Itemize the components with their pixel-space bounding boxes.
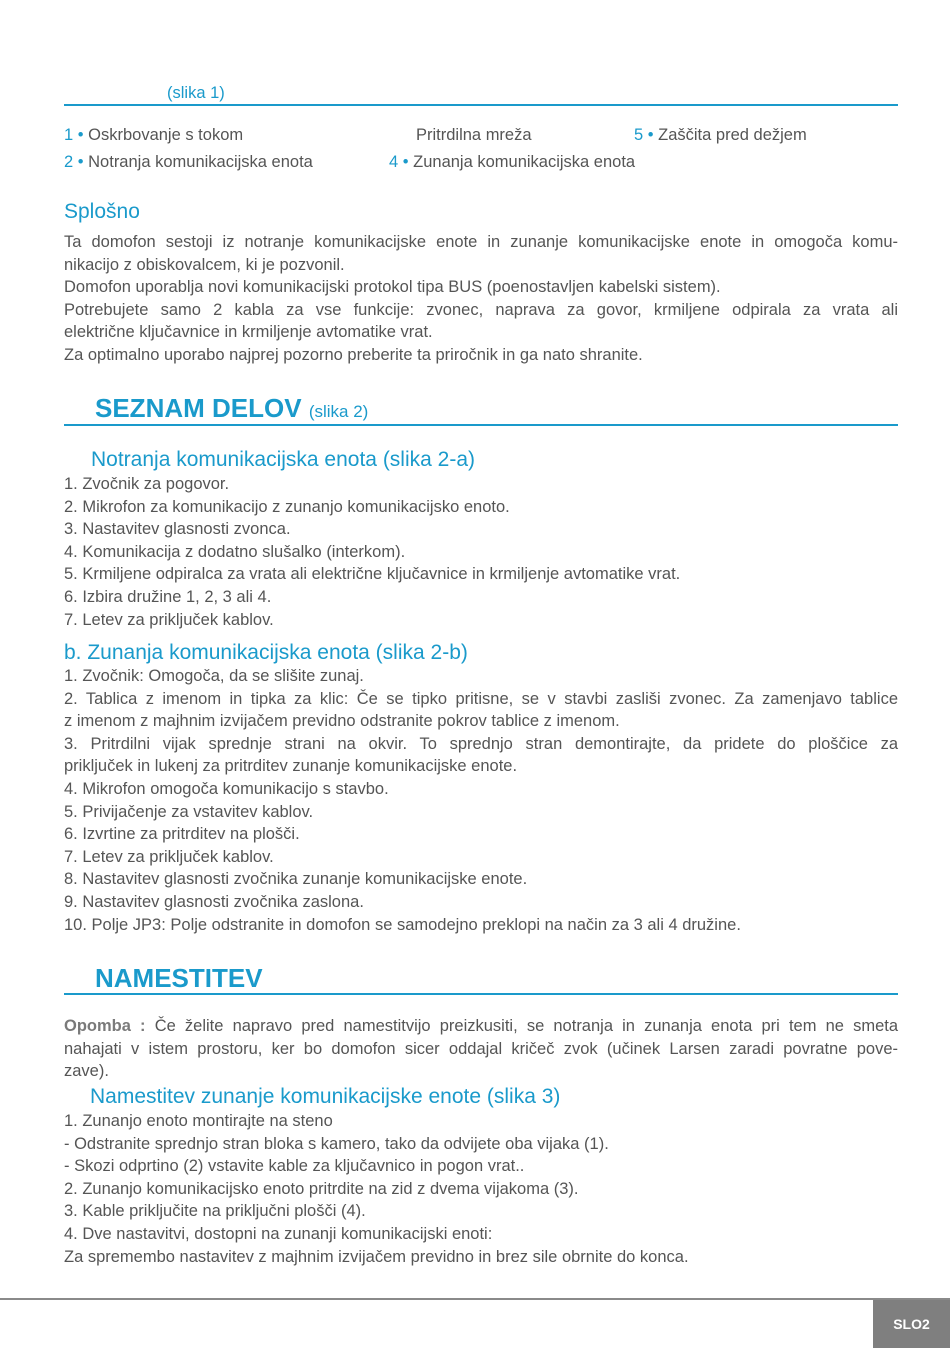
legend-item-4 [389, 153, 635, 172]
list-item: 6. Izbira družine 1, 2, 3 ali 4. [64, 587, 272, 606]
install-heading: NAMESTITEV [95, 963, 263, 993]
list-item: priključek in lukenj za pritrditev zunanje komunikacijske enote. [64, 757, 518, 776]
legend-item-3 [416, 126, 532, 145]
list-item: 9. Nastavitev glasnosti zvočnika zaslona. [64, 892, 364, 911]
install-sub-heading: Namestitev zunanje komunikacijske enote (slika 3) [90, 1085, 561, 1108]
list-item: 10. Polje JP3: Polje odstranite in domofon se samodejno preklopi na način za 3 ali 4 družine. [64, 915, 741, 934]
parts-rule [64, 424, 898, 426]
caption-rule [64, 104, 898, 106]
figure-caption: (slika 1) [167, 84, 225, 102]
list-item: 1. Zunanjo enoto montirajte na steno [64, 1112, 333, 1130]
note-text: Če želite napravo pred namestitvijo preizkusiti, se notranja in zunanja enota pri tem ne smeta [145, 1017, 899, 1035]
list-item: 2. Zunanjo komunikacijsko enoto pritrdite na zid z dvema vijakoma (3). [64, 1179, 579, 1198]
note-line [64, 1015, 898, 1038]
list-item: 4. Komunikacija z dodatno slušalko (interkom). [64, 542, 406, 561]
general-line: električne ključavnice in krmiljenje avtomatike vrat. [64, 323, 433, 342]
outdoor-list [64, 665, 898, 936]
parts-heading-title: SEZNAM DELOV [95, 393, 302, 423]
legend-item-5-number: 5 • [634, 126, 654, 144]
list-item: 4. Mikrofon omogoča komunikacijo s stavbo. [64, 779, 389, 798]
indoor-list [64, 473, 898, 631]
general-line: Za optimalno uporabo najprej pozorno preberite ta priročnik in ga nato shranite. [64, 345, 643, 364]
parts-heading-ref: (slika 2) [308, 402, 369, 421]
legend-item-3-label: Pritrdilna mreža [416, 126, 532, 144]
list-item: - Odstranite sprednjo stran bloka s kamero, tako da odvijete oba vijaka (1). [64, 1134, 609, 1153]
legend-item-1 [64, 126, 243, 145]
list-item: 5. Privijačenje za vstavitev kablov. [64, 802, 314, 821]
list-item: - Skozi odprtino (2) vstavite kable za ključavnico in pogon vrat.. [64, 1157, 525, 1176]
list-item: 2. Mikrofon za komunikacijo z zunanjo komunikacijsko enoto. [64, 497, 510, 516]
general-heading: Splošno [64, 200, 140, 223]
legend-item-2 [64, 153, 313, 172]
parts-heading [95, 392, 368, 428]
list-item: 7. Letev za priključek kablov. [64, 610, 274, 629]
list-item: 3. Nastavitev glasnosti zvonca. [64, 520, 291, 539]
list-item: 1. Zvočnik za pogovor. [64, 475, 230, 493]
indoor-heading: Notranja komunikacijska enota (slika 2-a) [91, 448, 475, 471]
note-line: nahajati v istem prostoru, ker bo domofon sicer oddajal kričeč zvok (učinek Larsen zaradi povratne pove- [64, 1039, 898, 1058]
general-line: Potrebujete samo 2 kabla za vse funkcije: zvonec, naprava za govor, krmiljene odpirala za vrata ali [64, 300, 898, 319]
list-item: 6. Izvrtine za pritrditev na plošči. [64, 825, 300, 844]
general-line: Ta domofon sestoji iz notranje komunikacijske enote in zunanje komunikacijske enote in omogoča komu- [64, 233, 898, 251]
page-label-text: SLO2 [893, 1316, 930, 1332]
legend-item-1-label: Oskrbovanje s tokom [88, 126, 244, 144]
install-list [64, 1110, 898, 1268]
list-item: 5. Krmiljene odpiralca za vrata ali električne ključavnice in krmiljenje avtomatike vrat. [64, 565, 681, 584]
general-line: nikacijo z obiskovalcem, ki je pozvonil. [64, 255, 345, 274]
legend-item-5 [634, 126, 807, 145]
footer-rule [0, 1298, 950, 1300]
general-line: Domofon uporablja novi komunikacijski protokol tipa BUS (poenostavljen kabelski sistem). [64, 278, 721, 297]
install-rule [64, 993, 898, 995]
legend-item-2-number: 2 • [64, 153, 84, 171]
list-item: 1. Zvočnik: Omogoča, da se slišite zunaj. [64, 667, 364, 685]
list-item: 8. Nastavitev glasnosti zvočnika zunanje komunikacijske enote. [64, 870, 528, 889]
install-note [64, 1015, 898, 1083]
legend-item-1-number: 1 • [64, 126, 84, 144]
legend-item-5-label: Zaščita pred dežjem [658, 126, 807, 144]
general-text [64, 231, 898, 367]
outdoor-heading: b. Zunanja komunikacijska enota (slika 2-b) [64, 641, 468, 664]
list-item: Za spremembo nastavitev z majhnim izvijačem previdno in brez sile obrnite do konca. [64, 1247, 689, 1266]
list-item: 7. Letev za priključek kablov. [64, 847, 274, 866]
legend-item-4-number: 4 • [389, 153, 409, 171]
list-item: 3. Pritrdilni vijak sprednje strani na okvir. To sprednjo stran demontirajte, da pridete do ploščice za [64, 734, 898, 753]
list-item: 2. Tablica z imenom in tipka za klic: Če se tipko pritisne, se v stavbi zasliši zvonec. Za zamenjavo tablice [64, 689, 898, 708]
page-label [873, 1300, 950, 1348]
list-item: z imenom z majhnim izvijačem previdno odstranite pokrov tablice z imenom. [64, 712, 620, 731]
legend-item-2-label: Notranja komunikacijska enota [88, 153, 313, 171]
list-item: 3. Kable priključite na priključni plošči (4). [64, 1202, 366, 1221]
legend-item-4-label: Zunanja komunikacijska enota [413, 153, 636, 171]
note-line: zave). [64, 1062, 109, 1081]
list-item: 4. Dve nastavitvi, dostopni na zunanji komunikacijski enoti: [64, 1224, 493, 1243]
note-label: Opomba : [64, 1017, 146, 1035]
